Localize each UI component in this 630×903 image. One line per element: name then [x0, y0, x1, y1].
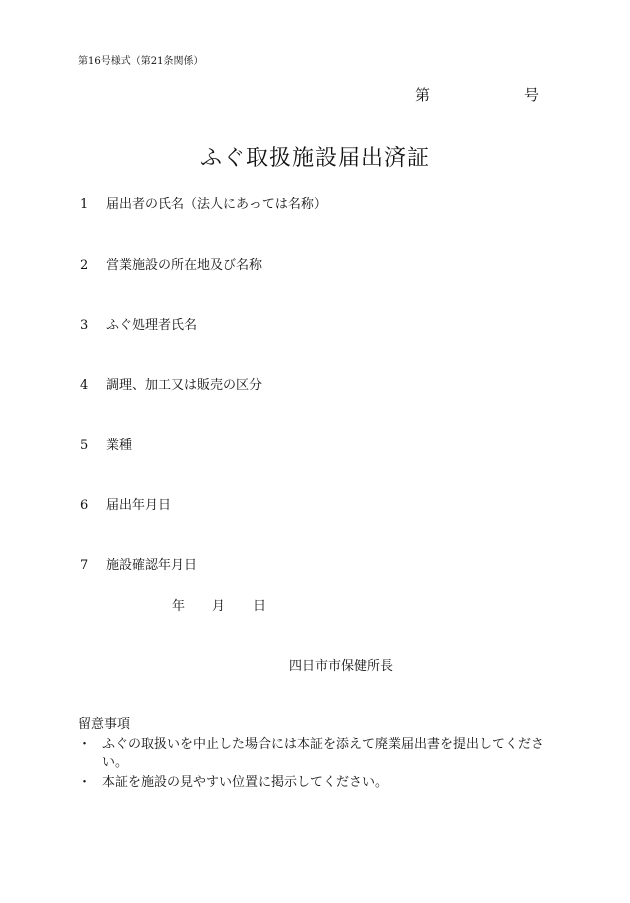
item-number: 6 — [80, 498, 89, 513]
item-number: 5 — [80, 438, 89, 453]
item-notification-date — [80, 494, 171, 513]
item-number: 7 — [80, 558, 89, 573]
date-month: 月 — [212, 599, 226, 614]
note-text: 本証を施設の見やすい位置に掲示してください。 — [102, 775, 389, 790]
note-item — [78, 774, 558, 792]
item-number: 2 — [80, 258, 89, 273]
item-label: 調理、加工又は販売の区分 — [106, 378, 263, 393]
item-label: 営業施設の所在地及び名称 — [106, 258, 263, 273]
item-number: 3 — [80, 318, 89, 333]
issuer-title: 四日市市保健所長 — [289, 659, 394, 674]
item-label: ふぐ処理者氏名 — [106, 318, 198, 333]
form-number: 第16号様式（第21条関係） — [78, 56, 204, 67]
bullet: ・ — [78, 737, 92, 752]
certificate-number-prefix: 第 — [415, 86, 431, 104]
note-text: ふぐの取扱いを中止した場合には本証を添えて廃業届出書を提出してください。 — [102, 737, 545, 770]
bullet: ・ — [78, 775, 92, 790]
item-business-type — [80, 434, 132, 453]
item-processor-name — [80, 314, 197, 333]
item-number: 4 — [80, 378, 89, 393]
item-label: 届出者の氏名（法人にあっては名称） — [106, 197, 327, 212]
date-year: 年 — [172, 599, 186, 614]
item-facility-location — [80, 254, 262, 273]
item-confirmation-date — [80, 554, 197, 573]
document-title: ふぐ取扱施設届出済証 — [199, 146, 430, 171]
item-number: 1 — [80, 197, 89, 212]
notes-heading: 留意事項 — [78, 717, 131, 732]
note-item — [78, 736, 558, 772]
item-business-category — [80, 374, 262, 393]
item-label: 施設確認年月日 — [106, 558, 198, 573]
certificate-number-suffix: 号 — [524, 86, 540, 104]
item-applicant-name — [80, 193, 327, 212]
item-label: 届出年月日 — [106, 498, 172, 513]
item-label: 業種 — [106, 438, 133, 453]
date-day: 日 — [253, 599, 267, 614]
